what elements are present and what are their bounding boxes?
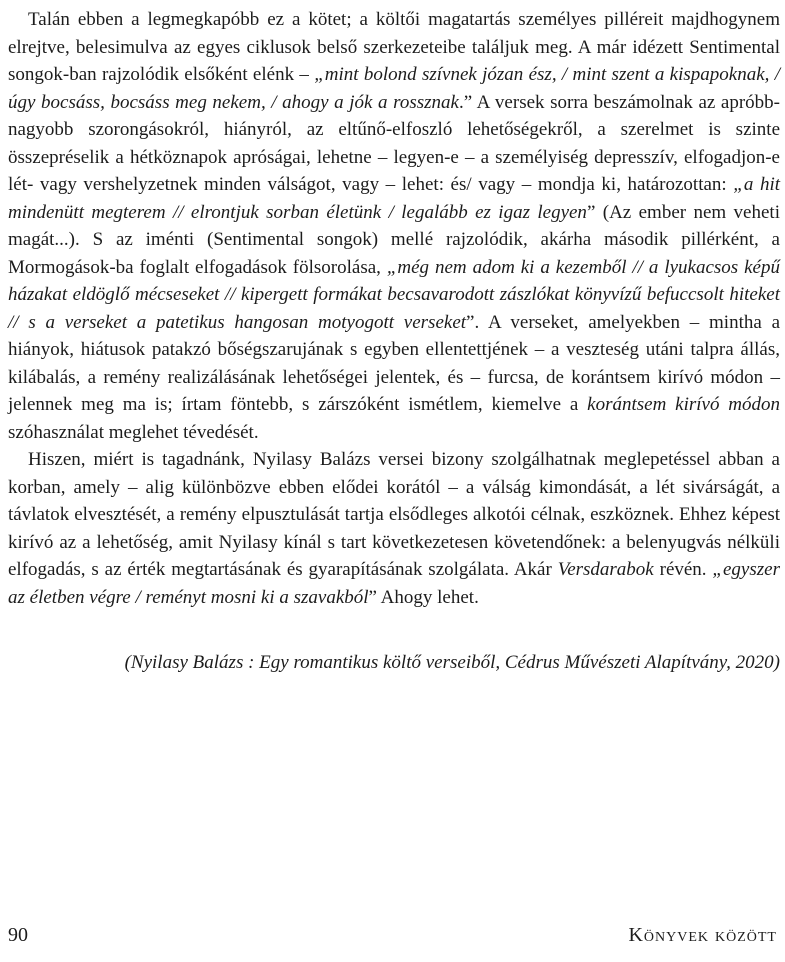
prose-text: révén. (653, 559, 713, 580)
quoted-verse: „még nem adom ki a kezemből // a lyukacsos képű házakat eldöglő mécseseket // kipergett formákat becsavarodott zászlókat könyvízű befuccsolt hiteket // s a verseket a patetikus hangosan motyogott verseket (8, 256, 780, 333)
prose-text: ” (Az ember nem veheti magát...). S az iménti (Sentimental songok) mellé rajzolódik, akárha második pillérként, a Mormogások-ba foglalt elfogadások fölsorolása, (8, 201, 780, 278)
prose-text: ” Ahogy lehet. (368, 586, 479, 608)
article-body (8, 6, 780, 677)
paragraph-2 (8, 446, 780, 611)
quoted-verse: korántsem kirívó módon (587, 394, 780, 415)
quoted-verse: „mint bolond szívnek józan ész, / mint szent a kispapoknak, / úgy bocsáss, bocsáss meg nekem, / ahogy a jók a rossznak (8, 64, 780, 113)
source-citation: (Nyilasy Balázs : Egy romantikus költő verseiből, Cédrus Művészeti Alapítvány, 2020) (124, 652, 780, 673)
page-number: 90 (8, 924, 28, 946)
prose-text: Hiszen, miért is tagadnánk, Nyilasy Balázs versei bizony szolgálhatnak meglepetéssel abban a korban, amely – alig különbözve ebben elődei korától – a válság kimondását, a lét sivárságát, a távlatok elvesztését, a remény elpusztulását tartja elsődleges alkotói célnak, eszköznek. Ehhez képest kirívó az a lehetőség, amit Nyilasy kínál s tart következetesen követendőnek: a belenyugvás nélküli elfogadás, s az érték megtartásának és gyarapításának szolgálata. Akár (8, 449, 780, 580)
paragraph-1 (8, 6, 780, 446)
page-footer (8, 921, 777, 949)
quoted-verse: Versdarabok (557, 559, 654, 580)
quoted-verse: „egyszer az életben végre / reményt mosni ki a szavakból (8, 559, 780, 608)
prose-text: szóhasználat meglehet tévedését. (8, 421, 259, 443)
prose-text: .” A versek sorra beszámolnak az apróbb-nagyobb szorongásokról, hiányról, az eltűnő-elfoszló lehetőségekről, a szerelmet is szinte összepréselik a hétköznapok apróságai, lehetne – legyen-e – a személyiség depresszív, elfogadjon-e lét- vagy vershelyzetnek minden válságot, vagy – lehet: és/ vagy – mondja ki, határozottan: (8, 91, 780, 195)
quoted-verse: „a hit mindenütt megterem // elrontjuk sorban életünk / legalább ez igaz legyen (8, 174, 781, 223)
prose-text: Talán ebben a legmegkapóbb ez a kötet; a költői magatartás személyes pilléreit majdhogynem elrejtve, belesimulva az egyes ciklusok belső szerkezeteibe találjuk meg. A már idézett Sentimental songok-ban rajzolódik elsőként elénk – (8, 9, 780, 85)
running-head: Könyvek között (628, 924, 777, 946)
prose-text: ”. A verseket, amelyekben – mintha a hiányok, hiátusok patakzó bőségszarujának s egyben ellentettjének – a veszteség utáni talpra állás, kilábalás, a remény realizálásának lehetőségei jelentek, és – furcsa, de korántsem kirívó módon – jelennek meg ma is; írtam föntebb, s zárszóként ismétlem, kiemelve a (8, 311, 780, 415)
